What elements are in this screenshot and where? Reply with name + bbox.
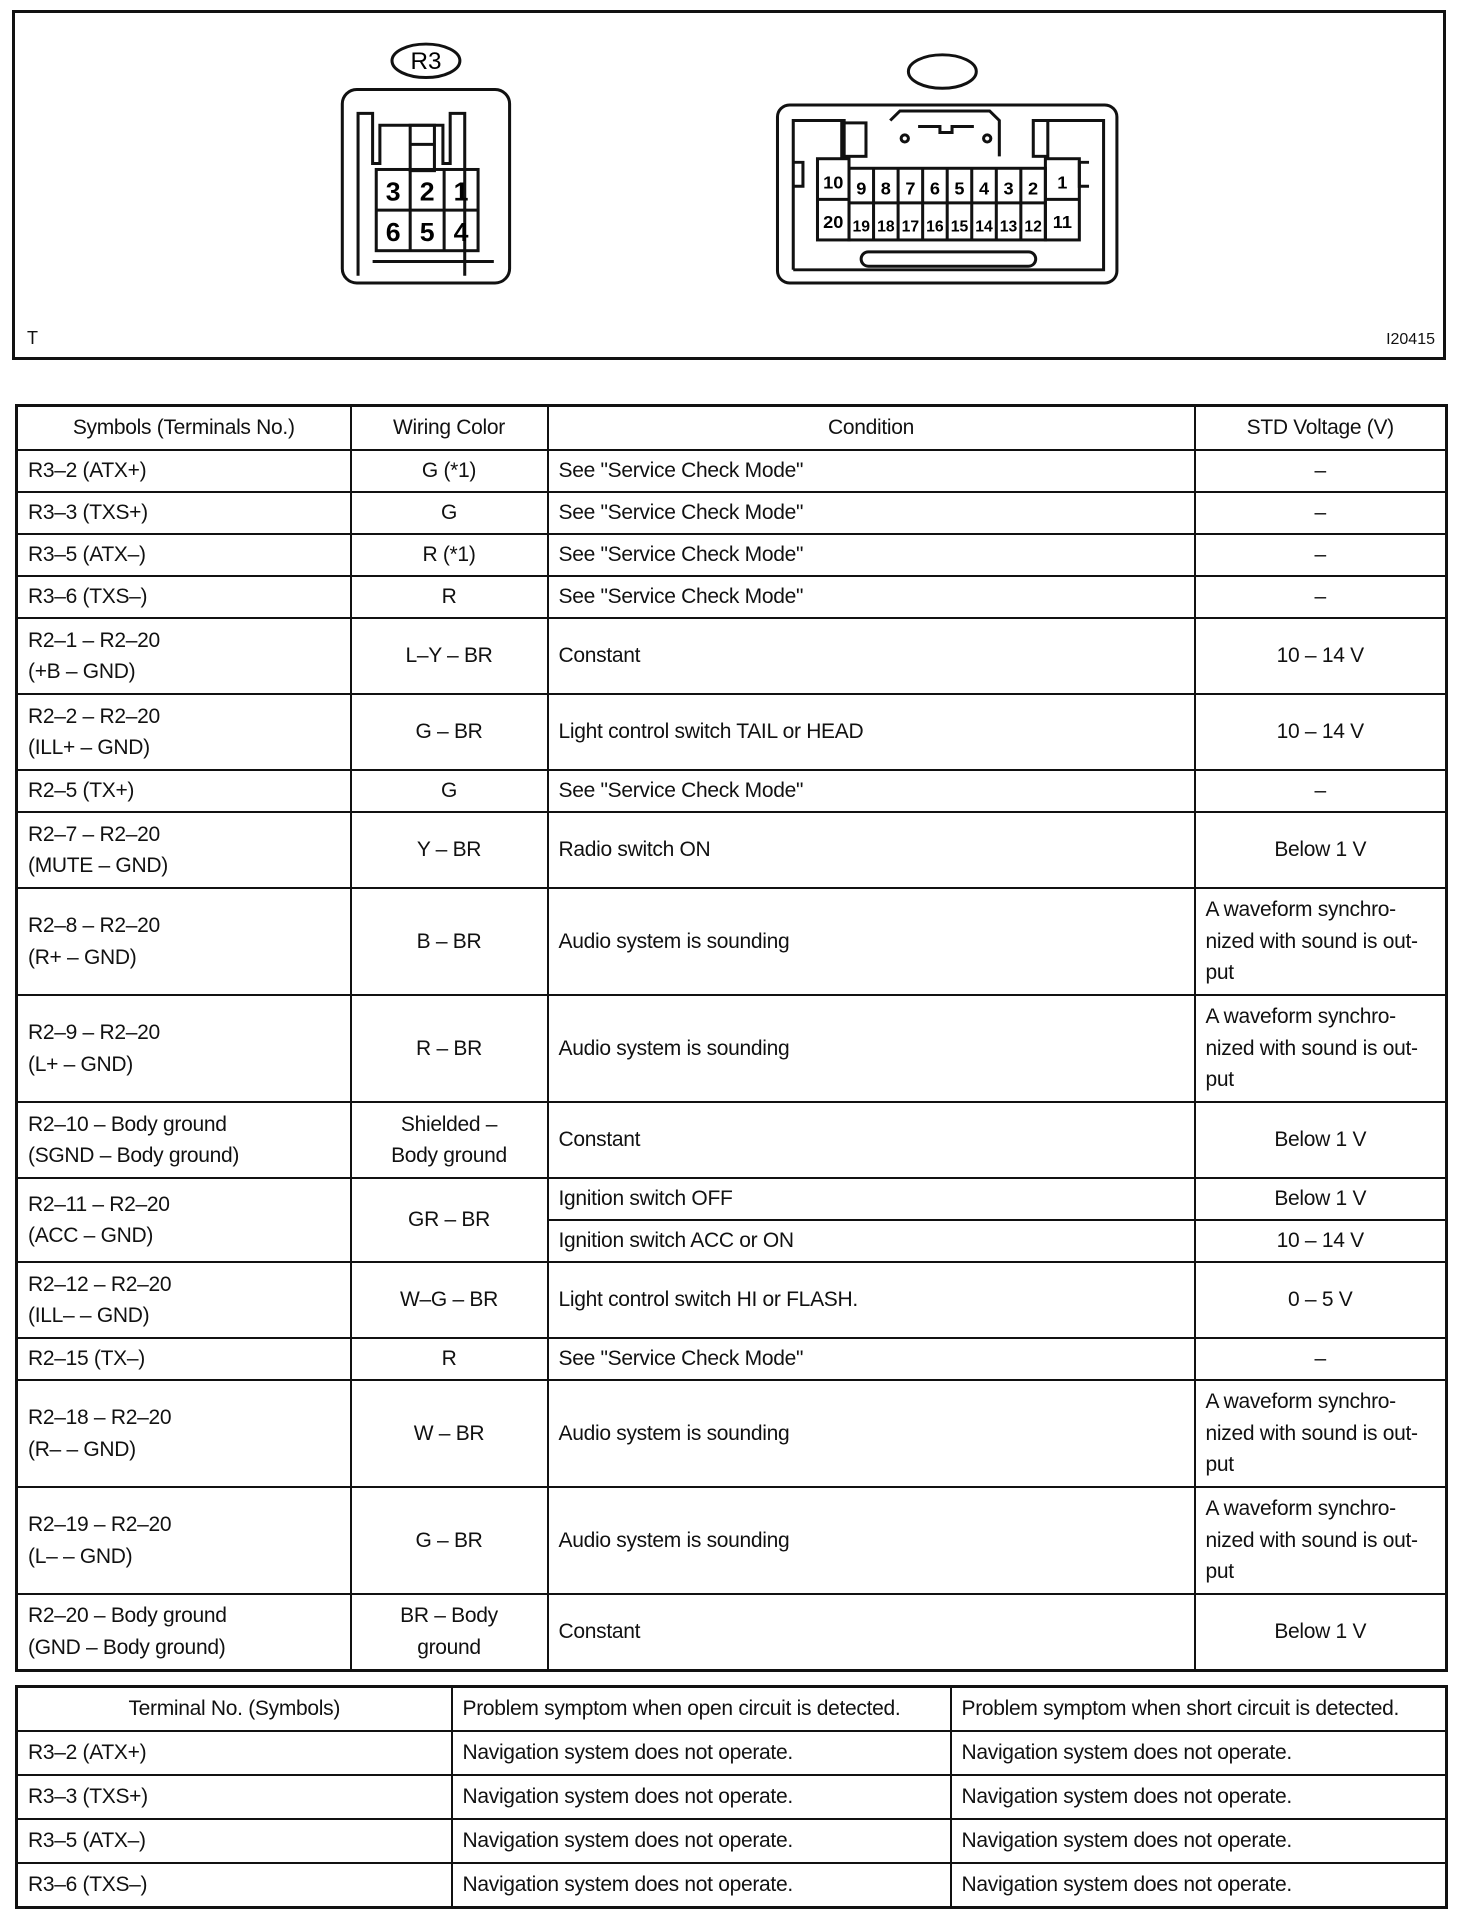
table-row	[17, 1178, 1447, 1220]
short-circuit-symptom-cell: Navigation system does not operate.	[951, 1863, 1447, 1908]
symbol-cell: R2–2 – R2–20 (ILL+ – GND)	[17, 694, 351, 770]
symbol-cell: R2–9 – R2–20 (L+ – GND)	[17, 995, 351, 1102]
wiring-color-cell: G – BR	[351, 694, 548, 770]
wiring-color-cell: B – BR	[351, 888, 548, 995]
condition-cell: Radio switch ON	[548, 812, 1195, 888]
condition-cell: See "Service Check Mode"	[548, 450, 1195, 492]
wiring-color-cell: G – BR	[351, 1487, 548, 1594]
symbol-cell: R2–8 – R2–20 (R+ – GND)	[17, 888, 351, 995]
r2-pin: 19	[852, 218, 871, 236]
symbol-cell: R2–15 (TX–)	[17, 1338, 351, 1380]
r2-pin: 16	[926, 218, 944, 236]
symbol-cell: R3–6 (TXS–)	[17, 576, 351, 618]
std-voltage-cell: –	[1195, 576, 1447, 618]
connector-drawing	[15, 13, 1443, 357]
std-voltage-cell: 10 – 14 V	[1195, 694, 1447, 770]
condition-cell: Constant	[548, 1594, 1195, 1670]
r2-pin: 3	[1003, 178, 1014, 199]
wiring-color-cell: G	[351, 492, 548, 534]
r2-pin: 11	[1052, 212, 1072, 232]
std-voltage-cell: Below 1 V	[1195, 1594, 1447, 1670]
condition-cell: Audio system is sounding	[548, 995, 1195, 1102]
r2-pin: 9	[856, 178, 867, 199]
table-row	[17, 534, 1447, 576]
open-circuit-symptom-cell: Navigation system does not operate.	[452, 1819, 951, 1863]
header-short-circuit: Problem symptom when short circuit is detected.	[951, 1687, 1447, 1732]
r2-pin: 13	[999, 218, 1018, 236]
condition-cell: Audio system is sounding	[548, 1487, 1195, 1594]
r2-pin: 4	[978, 178, 990, 199]
figure-corner-label: T	[27, 328, 38, 348]
table-header-row	[17, 406, 1447, 451]
symbol-cell: R2–10 – Body ground (SGND – Body ground)	[17, 1102, 351, 1178]
condition-cell: Audio system is sounding	[548, 888, 1195, 995]
std-voltage-cell: A waveform synchro- nized with sound is out- put	[1195, 888, 1447, 995]
std-voltage-cell: Below 1 V	[1195, 812, 1447, 888]
figure-id: I20415	[1386, 331, 1435, 348]
short-circuit-symptom-cell: Navigation system does not operate.	[951, 1819, 1447, 1863]
condition-cell: See "Service Check Mode"	[548, 1338, 1195, 1380]
table-row	[17, 576, 1447, 618]
table-row	[17, 1731, 1447, 1775]
short-circuit-symptom-cell: Navigation system does not operate.	[951, 1775, 1447, 1819]
header-wiring-color: Wiring Color	[351, 406, 548, 451]
wiring-color-cell: R – BR	[351, 995, 548, 1102]
terminal-cell: R3–3 (TXS+)	[17, 1775, 452, 1819]
symbol-cell: R2–5 (TX+)	[17, 770, 351, 812]
std-voltage-cell: –	[1195, 770, 1447, 812]
symbol-cell: R2–7 – R2–20 (MUTE – GND)	[17, 812, 351, 888]
symbol-cell: R3–2 (ATX+)	[17, 450, 351, 492]
header-std-voltage: STD Voltage (V)	[1195, 406, 1447, 451]
table-row	[17, 1863, 1447, 1908]
r2-pin: 5	[954, 178, 965, 199]
table-row	[17, 995, 1447, 1102]
std-voltage-cell: A waveform synchro- nized with sound is out- put	[1195, 1380, 1447, 1487]
r2-pin: 10	[823, 172, 844, 193]
std-voltage-cell: –	[1195, 492, 1447, 534]
wiring-color-cell: R	[351, 1338, 548, 1380]
condition-cell: See "Service Check Mode"	[548, 576, 1195, 618]
symbol-cell: R2–19 – R2–20 (L– – GND)	[17, 1487, 351, 1594]
wiring-color-cell: GR – BR	[351, 1178, 548, 1262]
r2-pin: 8	[880, 178, 891, 199]
r2-pin: 12	[1024, 218, 1042, 236]
r3-pin-numbers	[386, 177, 469, 247]
r2-pin: 14	[975, 218, 993, 236]
r3-pin: 4	[453, 217, 469, 248]
table-row	[17, 618, 1447, 694]
open-circuit-symptom-cell: Navigation system does not operate.	[452, 1863, 951, 1908]
table-row	[17, 1102, 1447, 1178]
r2-connector	[777, 55, 1116, 283]
table-row	[17, 1262, 1447, 1338]
open-circuit-symptom-cell: Navigation system does not operate.	[452, 1731, 951, 1775]
table-row	[17, 450, 1447, 492]
wiring-color-cell: Shielded – Body ground	[351, 1102, 548, 1178]
std-voltage-cell: 0 – 5 V	[1195, 1262, 1447, 1338]
table-row	[17, 1819, 1447, 1863]
wiring-color-cell: R	[351, 576, 548, 618]
r3-pin: 3	[385, 176, 401, 207]
table-header-row	[17, 1687, 1447, 1732]
wiring-color-cell: R (*1)	[351, 534, 548, 576]
std-voltage-cell: A waveform synchro- nized with sound is out- put	[1195, 995, 1447, 1102]
condition-cell: Audio system is sounding	[548, 1380, 1195, 1487]
condition-cell: Light control switch HI or FLASH.	[548, 1262, 1195, 1338]
terminal-cell: R3–5 (ATX–)	[17, 1819, 452, 1863]
symbol-cell: R3–5 (ATX–)	[17, 534, 351, 576]
condition-cell: Constant	[548, 1102, 1195, 1178]
std-voltage-cell: 10 – 14 V	[1195, 1220, 1447, 1262]
table-row	[17, 812, 1447, 888]
condition-cell: See "Service Check Mode"	[548, 534, 1195, 576]
condition-cell: Light control switch TAIL or HEAD	[548, 694, 1195, 770]
r2-pin: 17	[901, 218, 920, 236]
table-row	[17, 1338, 1447, 1380]
wiring-color-cell: Y – BR	[351, 812, 548, 888]
table-row	[17, 492, 1447, 534]
std-voltage-cell: –	[1195, 450, 1447, 492]
table-row	[17, 1487, 1447, 1594]
std-voltage-cell: –	[1195, 1338, 1447, 1380]
std-voltage-cell: Below 1 V	[1195, 1102, 1447, 1178]
condition-cell: Constant	[548, 618, 1195, 694]
wiring-color-cell: L–Y – BR	[351, 618, 548, 694]
header-open-circuit: Problem symptom when open circuit is detected.	[452, 1687, 951, 1732]
short-circuit-symptom-cell: Navigation system does not operate.	[951, 1731, 1447, 1775]
r2-pin: 18	[877, 218, 895, 236]
symbol-cell: R2–11 – R2–20 (ACC – GND)	[17, 1178, 351, 1262]
open-circuit-symptom-cell: Navigation system does not operate.	[452, 1775, 951, 1819]
table-row	[17, 1775, 1447, 1819]
r2-pin: 1	[1057, 172, 1068, 193]
r2-pin: 15	[950, 218, 969, 236]
symbol-cell: R2–20 – Body ground (GND – Body ground)	[17, 1594, 351, 1670]
wiring-color-cell: W–G – BR	[351, 1262, 548, 1338]
connector-diagram	[12, 10, 1446, 360]
r3-label: R3	[410, 48, 442, 76]
symbol-cell: R2–18 – R2–20 (R– – GND)	[17, 1380, 351, 1487]
terminal-voltage-table	[15, 404, 1448, 1672]
std-voltage-cell: 10 – 14 V	[1195, 618, 1447, 694]
terminal-cell: R3–2 (ATX+)	[17, 1731, 452, 1775]
table-row	[17, 1594, 1447, 1670]
problem-symptom-table	[15, 1685, 1448, 1909]
wiring-color-cell: BR – Body ground	[351, 1594, 548, 1670]
std-voltage-cell: Below 1 V	[1195, 1178, 1447, 1220]
symbol-cell: R3–3 (TXS+)	[17, 492, 351, 534]
std-voltage-cell: A waveform synchro- nized with sound is out- put	[1195, 1487, 1447, 1594]
wiring-color-cell: G (*1)	[351, 450, 548, 492]
header-terminal: Terminal No. (Symbols)	[17, 1687, 452, 1732]
r3-pin: 5	[419, 217, 435, 248]
r2-pin: 6	[929, 178, 940, 199]
std-voltage-cell: –	[1195, 534, 1447, 576]
condition-cell: See "Service Check Mode"	[548, 492, 1195, 534]
r2-pin: 2	[1028, 178, 1039, 199]
header-condition: Condition	[548, 406, 1195, 451]
wiring-color-cell: G	[351, 770, 548, 812]
symbol-cell: R2–1 – R2–20 (+B – GND)	[17, 618, 351, 694]
r2-pin: 7	[905, 178, 916, 199]
condition-cell: Ignition switch OFF	[548, 1178, 1195, 1220]
table-row	[17, 770, 1447, 812]
r3-pin: 2	[419, 176, 435, 207]
condition-cell: Ignition switch ACC or ON	[548, 1220, 1195, 1262]
header-symbols: Symbols (Terminals No.)	[17, 406, 351, 451]
terminal-cell: R3–6 (TXS–)	[17, 1863, 452, 1908]
r3-pin: 6	[385, 217, 401, 248]
r3-pin: 1	[453, 176, 469, 207]
wiring-color-cell: W – BR	[351, 1380, 548, 1487]
table-row	[17, 888, 1447, 995]
table-row	[17, 694, 1447, 770]
table-row	[17, 1380, 1447, 1487]
r2-pin: 20	[823, 212, 844, 232]
condition-cell: See "Service Check Mode"	[548, 770, 1195, 812]
symbol-cell: R2–12 – R2–20 (ILL– – GND)	[17, 1262, 351, 1338]
